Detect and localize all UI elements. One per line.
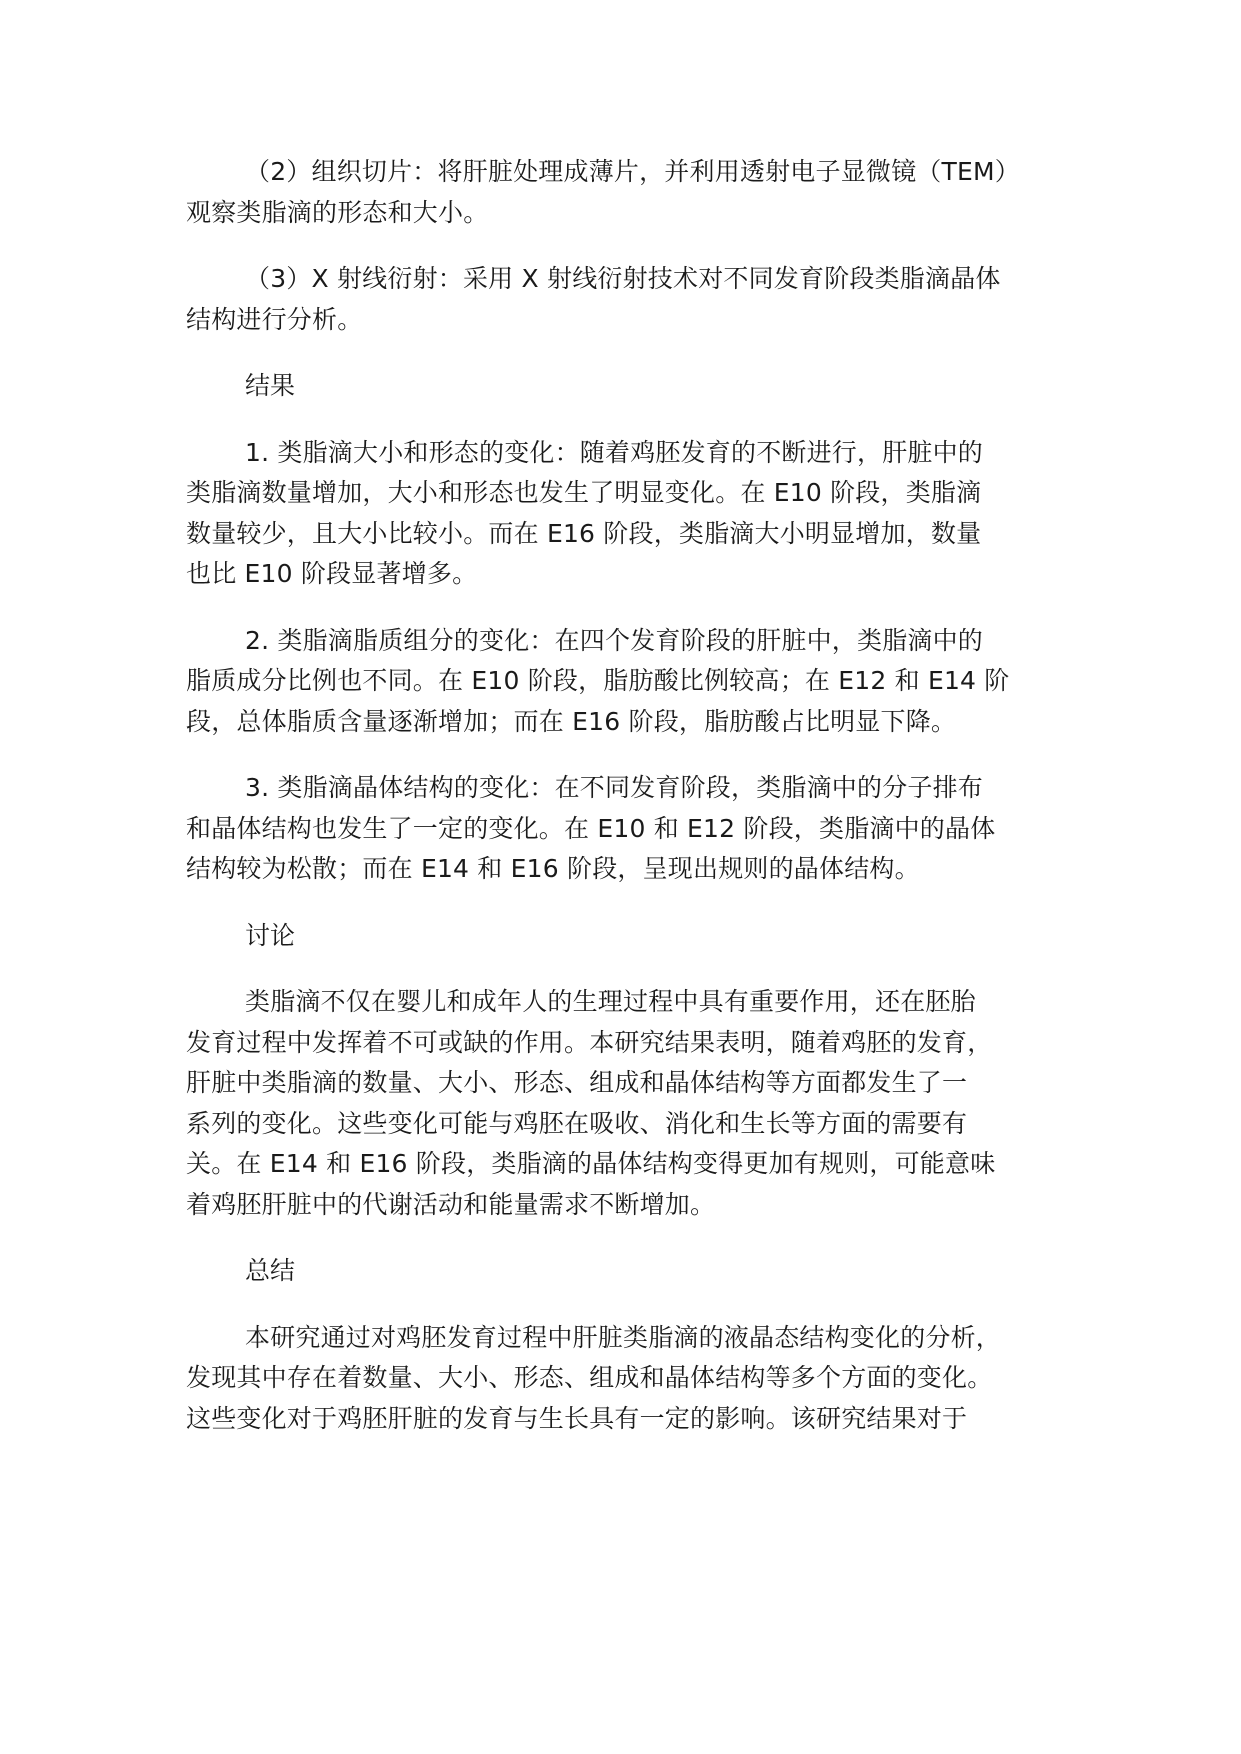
paragraph-tissue-section <box>186 152 1081 233</box>
text-line: 类脂滴数量增加，大小和形态也发生了明显变化。在 E10 阶段，类脂滴 <box>186 478 982 507</box>
text-line: 系列的变化。这些变化可能与鸡胚在吸收、消化和生长等方面的需要有 <box>186 1108 968 1138</box>
document-body <box>186 152 1081 1465</box>
text-line: 本研究通过对鸡胚发育过程中肝脏类脂滴的液晶态结构变化的分析， <box>245 1322 1002 1352</box>
paragraph-result-size-shape <box>186 433 1081 595</box>
text-line: 段，总体脂质含量逐渐增加；而在 E16 阶段，脂肪酸占比明显下降。 <box>186 706 957 736</box>
text-line: 数量较少，且大小比较小。而在 E16 阶段，类脂滴大小明显增加，数量 <box>186 518 982 548</box>
heading-text: 结果 <box>245 371 296 400</box>
text-line: 2. 类脂滴脂质组分的变化：在四个发育阶段的肝脏中，类脂滴中的 <box>245 625 984 655</box>
heading-text: 总结 <box>245 1256 296 1285</box>
text-line: 和晶体结构也发生了一定的变化。在 E10 和 E12 阶段，类脂滴中的晶体 <box>186 813 996 843</box>
text-line: 肝脏中类脂滴的数量、大小、形态、组成和晶体结构等方面都发生了一 <box>186 1068 968 1097</box>
paragraph-summary <box>186 1318 1081 1440</box>
text-line: 发育过程中发挥着不可或缺的作用。本研究结果表明，随着鸡胚的发育， <box>186 1027 993 1057</box>
text-line: 也比 E10 阶段显著增多。 <box>186 559 478 588</box>
text-line: 这些变化对于鸡胚肝脏的发育与生长具有一定的影响。该研究结果对于 <box>186 1403 968 1433</box>
section-heading-summary <box>186 1251 1081 1292</box>
text-line: 1. 类脂滴大小和形态的变化：随着鸡胚发育的不断进行，肝脏中的 <box>245 437 984 467</box>
paragraph-result-lipid-composition <box>186 621 1081 743</box>
text-line: 脂质成分比例也不同。在 E10 阶段，脂肪酸比例较高；在 E12 和 E14 阶 <box>186 666 1010 695</box>
section-heading-discussion <box>186 916 1081 957</box>
text-line: （2）组织切片：将肝脏处理成薄片，并利用透射电子显微镜（TEM） <box>245 157 1020 186</box>
text-line: 发现其中存在着数量、大小、形态、组成和晶体结构等多个方面的变化。 <box>186 1363 993 1392</box>
text-line: 类脂滴不仅在婴儿和成年人的生理过程中具有重要作用，还在胚胎 <box>245 987 976 1016</box>
text-line: 结构较为松散；而在 E14 和 E16 阶段，呈现出规则的晶体结构。 <box>186 854 920 883</box>
text-line: 结构进行分析。 <box>186 304 363 334</box>
paragraph-xray-diffraction <box>186 259 1081 340</box>
heading-text: 讨论 <box>245 920 296 950</box>
text-line: 关。在 E14 和 E16 阶段，类脂滴的晶体结构变得更加有规则，可能意味 <box>186 1149 996 1178</box>
text-line: （3）X 射线衍射：采用 X 射线衍射技术对不同发育阶段类脂滴晶体 <box>245 264 1001 293</box>
section-heading-results <box>186 366 1081 407</box>
text-line: 3. 类脂滴晶体结构的变化：在不同发育阶段，类脂滴中的分子排布 <box>245 773 984 802</box>
text-line: 着鸡胚肝脏中的代谢活动和能量需求不断增加。 <box>186 1189 716 1219</box>
paragraph-discussion <box>186 982 1081 1225</box>
paragraph-result-crystal-structure <box>186 768 1081 890</box>
text-line: 观察类脂滴的形态和大小。 <box>186 197 489 227</box>
